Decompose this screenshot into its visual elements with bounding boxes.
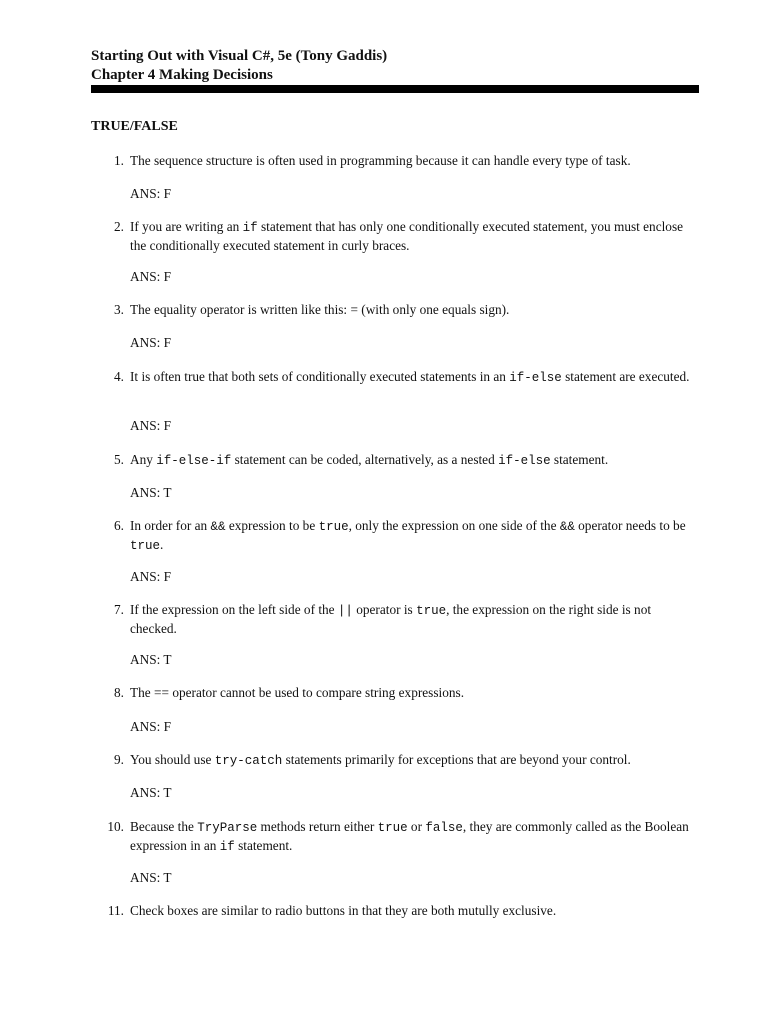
question-number: 3. — [114, 302, 124, 317]
question-text: Check boxes are similar to radio buttons in that they are both mutully exclusive. — [130, 903, 557, 918]
question-number: 1. — [114, 153, 124, 168]
question-text: You should use try-catch statements primarily for exceptions that are beyond your control. — [130, 752, 631, 768]
answer-label: ANS: F — [130, 269, 172, 284]
answer-label: ANS: T — [130, 652, 172, 667]
answer-label: ANS: F — [130, 335, 172, 350]
inline-code: true — [130, 539, 161, 553]
header-rule — [91, 85, 699, 93]
inline-code: try-catch — [214, 754, 283, 768]
inline-code: false — [425, 821, 463, 835]
question-text: Because the TryParse methods return either true or false, they are commonly called as the Boolean expression in an if statement. — [130, 819, 689, 854]
answer-label: ANS: T — [130, 785, 172, 800]
question-number: 4. — [114, 369, 124, 384]
inline-code: || — [337, 604, 353, 618]
question-text: Any if-else-if statement can be coded, alternatively, as a nested if-else statement. — [130, 452, 609, 468]
question-number: 7. — [114, 602, 124, 617]
chapter-title: Chapter 4 Making Decisions — [91, 67, 273, 83]
inline-code: true — [318, 520, 349, 534]
inline-code: && — [210, 520, 226, 534]
answer-label: ANS: F — [130, 186, 172, 201]
question-number: 6. — [114, 518, 124, 533]
question-text: It is often true that both sets of conditionally executed statements in an if-else statement are executed. — [130, 369, 690, 385]
question-text: If you are writing an if statement that has only one conditionally executed statement, you must enclose the conditionally executed statement in curly braces. — [130, 219, 684, 253]
question-text: The equality operator is written like this: = (with only one equals sign). — [130, 302, 510, 317]
inline-code: && — [559, 520, 575, 534]
document-header — [91, 47, 699, 85]
inline-code: TryParse — [197, 821, 258, 835]
inline-code: if-else — [509, 371, 562, 385]
question-number: 5. — [114, 452, 124, 467]
inline-code: if-else — [498, 454, 551, 468]
question-number: 9. — [114, 752, 124, 767]
question-number: 10. — [107, 819, 124, 834]
question-text: In order for an && expression to be true, only the expression on one side of the && operator needs to be true. — [130, 518, 686, 553]
answer-label: ANS: T — [130, 870, 172, 885]
question-number: 2. — [114, 219, 124, 234]
document-title: Starting Out with Visual C#, 5e (Tony Gaddis) — [91, 48, 388, 64]
question-number: 11. — [107, 903, 124, 918]
inline-code: true — [416, 604, 447, 618]
inline-code: if — [242, 221, 258, 235]
answer-label: ANS: F — [130, 719, 172, 734]
inline-code: if-else-if — [156, 454, 232, 468]
question-text: The == operator cannot be used to compare string expressions. — [130, 685, 465, 700]
question-text: If the expression on the left side of the || operator is true, the expression on the right side is not checked. — [130, 602, 652, 636]
question-number: 8. — [114, 685, 124, 700]
question-text: The sequence structure is often used in programming because it can handle every type of task. — [130, 153, 631, 168]
section-title: TRUE/FALSE — [91, 119, 178, 134]
answer-label: ANS: T — [130, 485, 172, 500]
inline-code: true — [377, 821, 408, 835]
answer-label: ANS: F — [130, 569, 172, 584]
answer-label: ANS: F — [130, 418, 172, 433]
inline-code: if — [219, 840, 235, 854]
